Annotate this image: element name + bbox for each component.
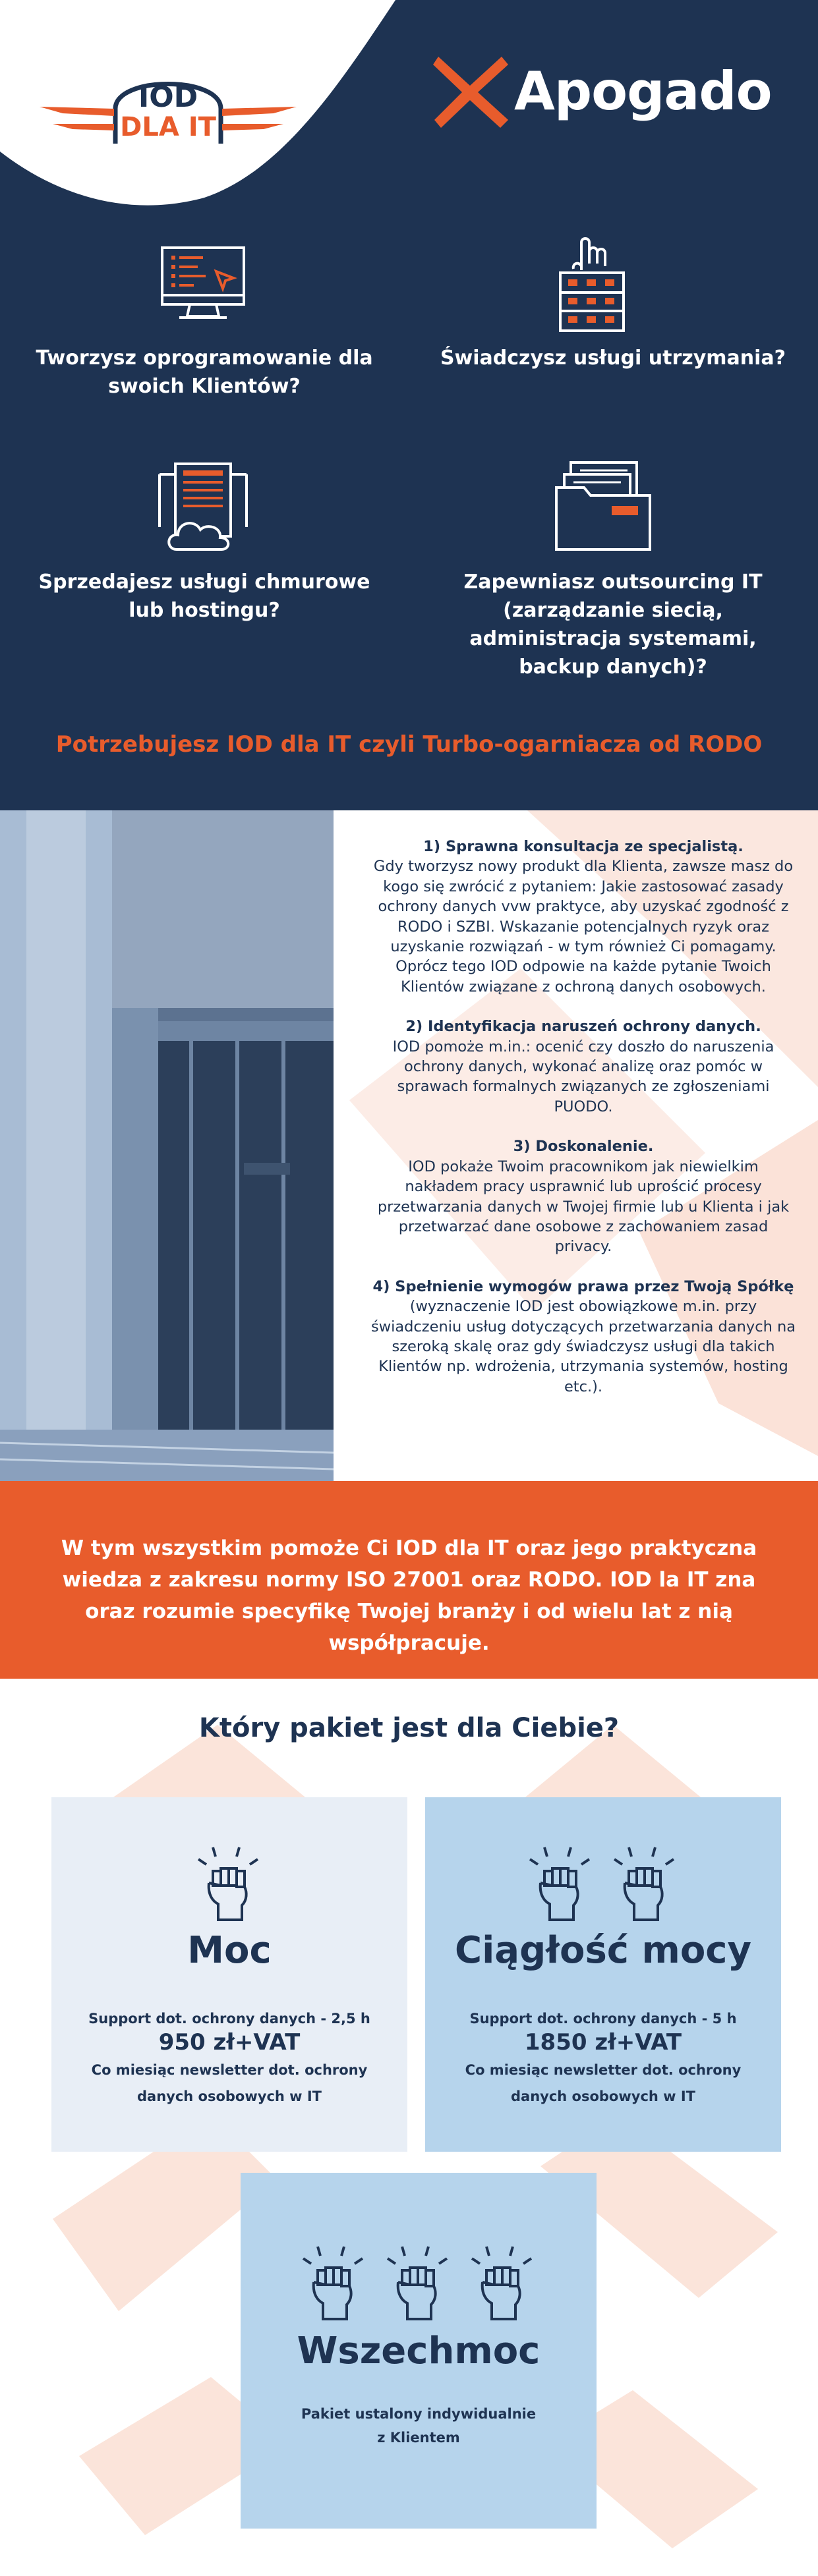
raised-fist-icon (525, 1845, 597, 1924)
packages-section (0, 1679, 818, 2576)
iod-dla-it-logo (36, 46, 300, 171)
folders-icon (554, 460, 653, 552)
question-cloud-hosting: Sprzedajesz usługi chmurowe lub hostingu? (38, 571, 370, 622)
package-newsletter-line1: Co miesiąc newsletter dot. ochrony (465, 2062, 742, 2078)
package-support-hours: Support dot. ochrony danych - 5 h (469, 2011, 737, 2027)
cloud-server-icon (157, 461, 249, 553)
benefit-title: 3) Doskonalenie. (513, 1138, 654, 1156)
benefit-title: 1) Sprawna konsultacja ze specjalistą. (423, 838, 744, 855)
fist-icons (425, 1845, 781, 1924)
raised-fist-icon (467, 2244, 539, 2323)
raised-fist-icon (193, 1845, 266, 1924)
hero-section (0, 0, 818, 810)
benefit-body: Gdy tworzysz nowy produkt dla Klienta, zawsze masz do kogo się zwrócić z pytaniem: Jakie zastosować zasady ochrony danych vvw praktyce, aby uzyskać zgodność z RODO i SZBI. Wskazanie potencjalnych ryzyk oraz uzyskanie rozwiązań - w tym również Ci pomagamy. Oprócz tego IOD odpowie na każde pytanie Twoich Klientów związane z ochroną danych osobowych. (373, 858, 794, 995)
raised-fist-icon (382, 2244, 455, 2323)
raised-fist-icon (609, 1845, 682, 1924)
package-description-line1: Pakiet ustalony indywidualnie (301, 2406, 537, 2422)
logo-dla-it-text: DLA IT (120, 112, 216, 142)
logo-iod-text: IOD (138, 80, 198, 114)
benefit-body: IOD pokaże Twoim pracownikom jak niewielkim nakładem pracy usprawnić lub uprościć procesy przetwarzania danych w Twojej firmie lub u Klienta i jak przetwarzać dane osobowe z zachowaniem zasad privacy. (377, 1158, 790, 1256)
package-card-moc (51, 1797, 407, 2152)
package-newsletter-line2: danych osobowych w IT (510, 2088, 695, 2104)
summary-banner-text: W tym wszystkim pomoże Ci IOD dla IT oraz jego praktyczna wiedza z zakresu normy ISO 27001 oraz RODO. IOD la IT zna oraz rozumie specyfikę Twojej branży i od wielu lat z nią współpracuje. (61, 1536, 757, 1655)
benefits-section (0, 810, 818, 1481)
question-maintenance: Świadczysz usługi utrzymania? (440, 347, 786, 370)
monitor-code-icon (150, 245, 256, 324)
benefit-item-consultation (369, 837, 798, 997)
raised-fist-icon (298, 2244, 370, 2323)
package-newsletter-line2: danych osobowych w IT (136, 2088, 322, 2104)
hero-tagline: Potrzebujesz IOD dla IT czyli Turbo-ogarniacza od RODO (55, 731, 763, 758)
benefit-item-compliance (369, 1277, 798, 1397)
package-name: Moc (187, 1929, 272, 1972)
building-photo (0, 810, 334, 1481)
benefit-title: 4) Spełnienie wymogów prawa przez Twoją Spółkę (372, 1277, 794, 1295)
package-name: Wszechmoc (297, 2330, 540, 2372)
benefits-list (369, 837, 798, 1416)
server-hand-icon (552, 232, 631, 337)
package-price: 1850 zł+VAT (524, 2029, 682, 2056)
benefit-body: (wyznaczenie IOD jest obowiązkowe m.in. przy świadczeniu usług dotyczących przetwarzania danych na szeroką skalę oraz gdy świadczysz usługi dla takich Klientów np. wdrożenia, utrzymania systemów, hosting etc.). (370, 1298, 796, 1395)
question-outsourcing: Zapewniasz outsourcing IT (zarządzanie siecią, administracja systemami, backup danych)? (463, 571, 763, 679)
fist-icons (51, 1845, 407, 1924)
package-support-hours: Support dot. ochrony danych - 2,5 h (88, 2011, 370, 2027)
summary-banner (0, 1481, 818, 1679)
benefit-item-breaches (369, 1017, 798, 1117)
package-card-ciaglosc-mocy (425, 1797, 781, 2152)
apogado-wordmark: Apogado (514, 61, 772, 122)
benefit-body: IOD pomoże m.in.: ocenić czy doszło do naruszenia ochrony danych, wykonać analizę oraz pomóc w sprawach formalnych związanych ze zgłoszeniami PUODO. (392, 1038, 774, 1115)
package-card-wszechmoc (241, 2173, 597, 2529)
package-newsletter-line1: Co miesiąc newsletter dot. ochrony (91, 2062, 368, 2078)
apogado-logo (432, 51, 801, 130)
question-software: Tworzysz oprogramowanie dla swoich Klientów? (36, 347, 373, 398)
package-description-line2: z Klientem (377, 2430, 460, 2446)
package-name: Ciągłość mocy (455, 1929, 751, 1972)
fist-icons (241, 2244, 597, 2323)
package-price: 950 zł+VAT (158, 2029, 301, 2056)
apogado-x-icon (432, 51, 511, 130)
benefit-item-improvement (369, 1136, 798, 1256)
benefit-title: 2) Identyfikacja naruszeń ochrony danych. (405, 1018, 761, 1036)
packages-heading: Który pakiet jest dla Ciebie? (198, 1713, 620, 1743)
